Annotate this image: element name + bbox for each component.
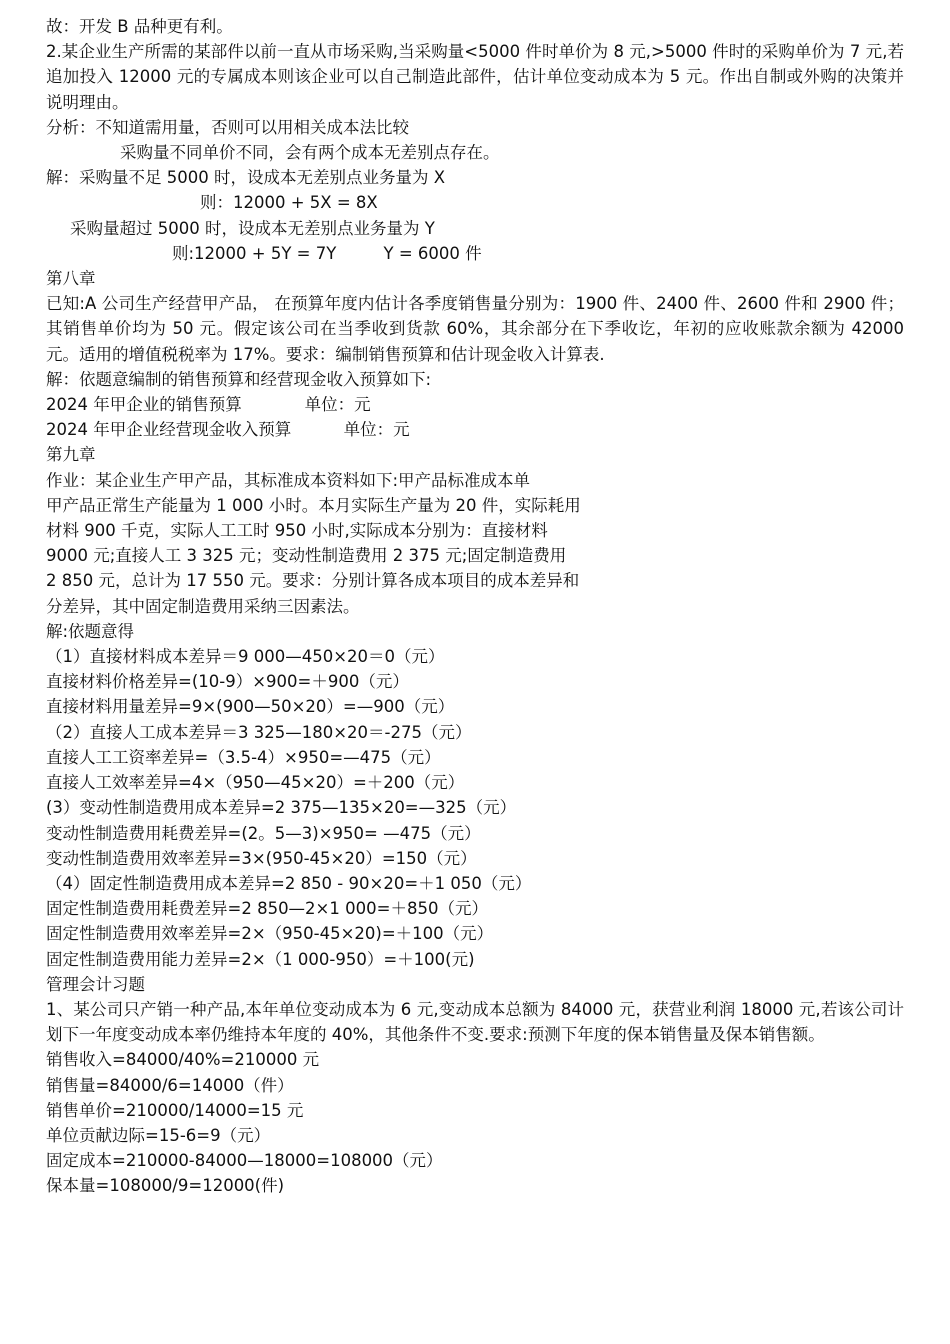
solution-line-2: 采购量超过 5000 时，设成本无差别点业务量为 Y [70, 218, 435, 238]
chapter-9-problem-line-5: 2 850 元，总计为 17 550 元。要求：分别计算各成本项目的成本差异和 [46, 571, 580, 591]
fixed-overhead-spending-variance: 固定性制造费用耗费差异=2 850—2×1 000=＋850（元） [46, 899, 488, 919]
conclusion-line: 故：开发 B 品种更有利。 [46, 17, 233, 36]
cash-receipt-budget-caption: 2024 年甲企业经营现金收入预算 单位：元 [46, 420, 410, 440]
material-quantity-variance: 直接材料用量差异=9×(900—50×20）=—900（元） [46, 697, 455, 717]
chapter-9-problem-line-2: 甲产品正常生产能量为 1 000 小时。本月实际生产量为 20 件，实际耗用 [46, 495, 581, 515]
chapter-8-problem: 已知:A 公司生产经营甲产品， 在预算年度内估计各季度销售量分别为：1900 件、2400 件、2600 件和 2900 件；其销售单价均为 50 元。假定该公司在当季收到货款 60%，其余部分在下季收讫，年初的应收账款余额为 42000 元。适用的增值税税率为 17%。要求：编制销售预算和估计现金收入计算表. [46, 294, 904, 364]
problem-2-statement: 2.某企业生产所需的某部件以前一直从市场采购,当采购量<5000 件时单价为 8 元,>5000 件时的采购单价为 7 元,若追加投入 12000 元的专属成本则该企业可以自己制造此部件，估计单位变动成本为 5 元。作出自制或外购的决策并说明理由。 [46, 42, 904, 112]
fixed-overhead-capacity-variance: 固定性制造费用能力差异=2×（1 000-950）=＋100(元) [46, 949, 475, 969]
chapter-9-problem-line-6: 分差异，其中固定制造费用采纳三因素法。 [46, 596, 360, 616]
chapter-9-problem-line-1: 作业：某企业生产甲产品，其标准成本资料如下:甲产品标准成本单 [46, 470, 531, 490]
variable-overhead-spending-variance: 变动性制造费用耗费差异=(2。5—3)×950= —475（元） [46, 823, 481, 843]
chapter-8-solution-intro: 解：依题意编制的销售预算和经营现金收入预算如下: [46, 369, 432, 389]
chapter-9-heading: 第九章 [46, 445, 96, 465]
labor-efficiency-variance: 直接人工效率差异=4×（950—45×20）=＋200（元） [46, 773, 465, 793]
labor-rate-variance: 直接人工工资率差异=（3.5-4）×950=—475（元） [46, 747, 441, 767]
fixed-overhead-cost-variance: （4）固定性制造费用成本差异=2 850 - 90×20=＋1 050（元） [46, 873, 532, 893]
material-cost-variance: （1）直接材料成本差异＝9 000—450×20＝0（元） [46, 647, 445, 667]
chapter-8-heading: 第八章 [46, 269, 96, 289]
breakeven-quantity-line: 保本量=108000/9=12000(件) [46, 1176, 285, 1196]
fixed-overhead-efficiency-variance: 固定性制造费用效率差异=2×（950-45×20)=＋100（元） [46, 924, 494, 944]
exercises-heading: 管理会计习题 [46, 974, 145, 994]
fixed-cost-line: 固定成本=210000-84000—18000=108000（元） [46, 1151, 443, 1171]
sales-budget-caption: 2024 年甲企业的销售预算 单位：元 [46, 395, 371, 415]
unit-price-line: 销售单价=210000/14000=15 元 [46, 1100, 304, 1120]
analysis-line-1: 分析：不知道需用量，否则可以用相关成本法比较 [46, 117, 409, 137]
sales-volume-line: 销售量=84000/6=14000（件） [46, 1075, 294, 1095]
unit-contribution-line: 单位贡献边际=15-6=9（元） [46, 1125, 271, 1145]
chapter-9-solution-intro: 解:依题意得 [46, 621, 135, 641]
sales-revenue-line: 销售收入=84000/40%=210000 元 [46, 1050, 320, 1070]
chapter-9-problem-line-4: 9000 元;直接人工 3 325 元；变动性制造费用 2 375 元;固定制造费用 [46, 546, 567, 566]
variable-overhead-cost-variance: (3）变动性制造费用成本差异=2 375—135×20=—325（元） [46, 798, 517, 818]
equation-x: 则：12000 + 5X = 8X [200, 193, 378, 213]
material-price-variance: 直接材料价格差异=(10-9）×900=＋900（元） [46, 672, 409, 692]
chapter-9-problem-line-3: 材料 900 千克，实际人工工时 950 小时,实际成本分别为：直接材料 [46, 521, 548, 541]
labor-cost-variance: （2）直接人工成本差异＝3 325—180×20＝-275（元） [46, 722, 472, 742]
solution-line-1: 解：采购量不足 5000 时，设成本无差别点业务量为 X [46, 168, 446, 188]
equation-y: 则:12000 + 5Y = 7Y Y = 6000 件 [172, 243, 482, 263]
variable-overhead-efficiency-variance: 变动性制造费用效率差异=3×(950-45×20）=150（元） [46, 848, 477, 868]
analysis-line-2: 采购量不同单价不同，会有两个成本无差别点存在。 [120, 143, 500, 163]
exercise-1-statement: 1、某公司只产销一种产品,本年单位变动成本为 6 元,变动成本总额为 84000 元，获营业利润 18000 元,若该公司计划下一年度变动成本率仍维持本年度的 40%，其他条件不变.要求:预测下年度的保本销售量及保本销售额。 [46, 999, 904, 1045]
